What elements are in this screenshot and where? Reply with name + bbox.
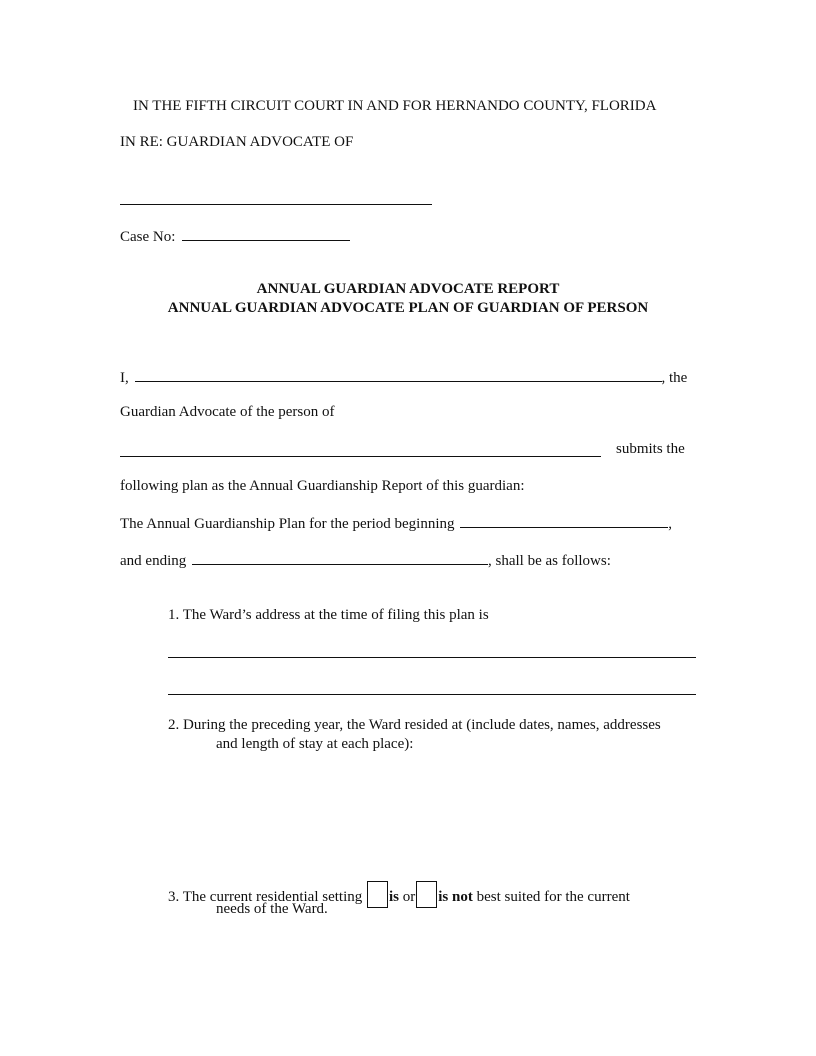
period-beginning-text: The Annual Guardianship Plan for the period beginning bbox=[120, 516, 455, 532]
plan-title: ANNUAL GUARDIAN ADVOCATE PLAN OF GUARDIAN OF PERSON bbox=[167, 300, 649, 316]
is-suited-checkbox[interactable] bbox=[367, 881, 388, 908]
case-number-row bbox=[120, 226, 350, 246]
guardian-name-blank[interactable] bbox=[135, 367, 662, 382]
period-beginning-blank[interactable] bbox=[460, 513, 668, 528]
item-2-text-line-2: and length of stay at each place): bbox=[216, 736, 414, 752]
item-1-text: 1. The Ward’s address at the time of filing this plan is bbox=[168, 607, 489, 623]
guardian-of-text: Guardian Advocate of the person of bbox=[120, 404, 335, 420]
item-3-is-not: is not bbox=[438, 889, 473, 905]
submits-text: submits the bbox=[616, 441, 685, 457]
i-suffix: , the bbox=[661, 370, 688, 386]
i-prefix: I, bbox=[120, 370, 129, 386]
period-beginning-comma: , bbox=[668, 516, 673, 532]
item-3-prefix: 3. The current residential setting bbox=[168, 889, 363, 905]
item-3-text-line-2: needs of the Ward. bbox=[216, 901, 328, 917]
guardian-name-row bbox=[120, 367, 687, 387]
case-no-blank[interactable] bbox=[182, 226, 350, 241]
ward-address-blank-2[interactable] bbox=[168, 694, 696, 695]
ward-name-blank[interactable] bbox=[120, 204, 432, 205]
item-3-is: is bbox=[389, 889, 400, 905]
item-3-or: or bbox=[402, 889, 416, 905]
court-header: IN THE FIFTH CIRCUIT COURT IN AND FOR HERNANDO COUNTY, FLORIDA bbox=[133, 98, 657, 114]
period-ending-blank[interactable] bbox=[192, 550, 488, 565]
period-ending-row bbox=[120, 550, 611, 570]
in-re-caption: IN RE: GUARDIAN ADVOCATE OF bbox=[120, 134, 354, 150]
ward-address-blank-1[interactable] bbox=[168, 657, 696, 658]
shall-be-text: , shall be as follows: bbox=[487, 553, 611, 569]
is-not-suited-checkbox[interactable] bbox=[416, 881, 437, 908]
following-plan-text: following plan as the Annual Guardianship Report of this guardian: bbox=[120, 478, 525, 494]
ward-person-blank[interactable] bbox=[120, 456, 601, 457]
item-2-text-line-1: 2. During the preceding year, the Ward resided at (include dates, names, addresses bbox=[168, 717, 661, 733]
case-no-label: Case No: bbox=[120, 229, 176, 245]
report-title: ANNUAL GUARDIAN ADVOCATE REPORT bbox=[256, 281, 560, 297]
and-ending-text: and ending bbox=[120, 553, 187, 569]
item-3-suffix: best suited for the current bbox=[476, 889, 630, 905]
period-beginning-row bbox=[120, 513, 672, 533]
